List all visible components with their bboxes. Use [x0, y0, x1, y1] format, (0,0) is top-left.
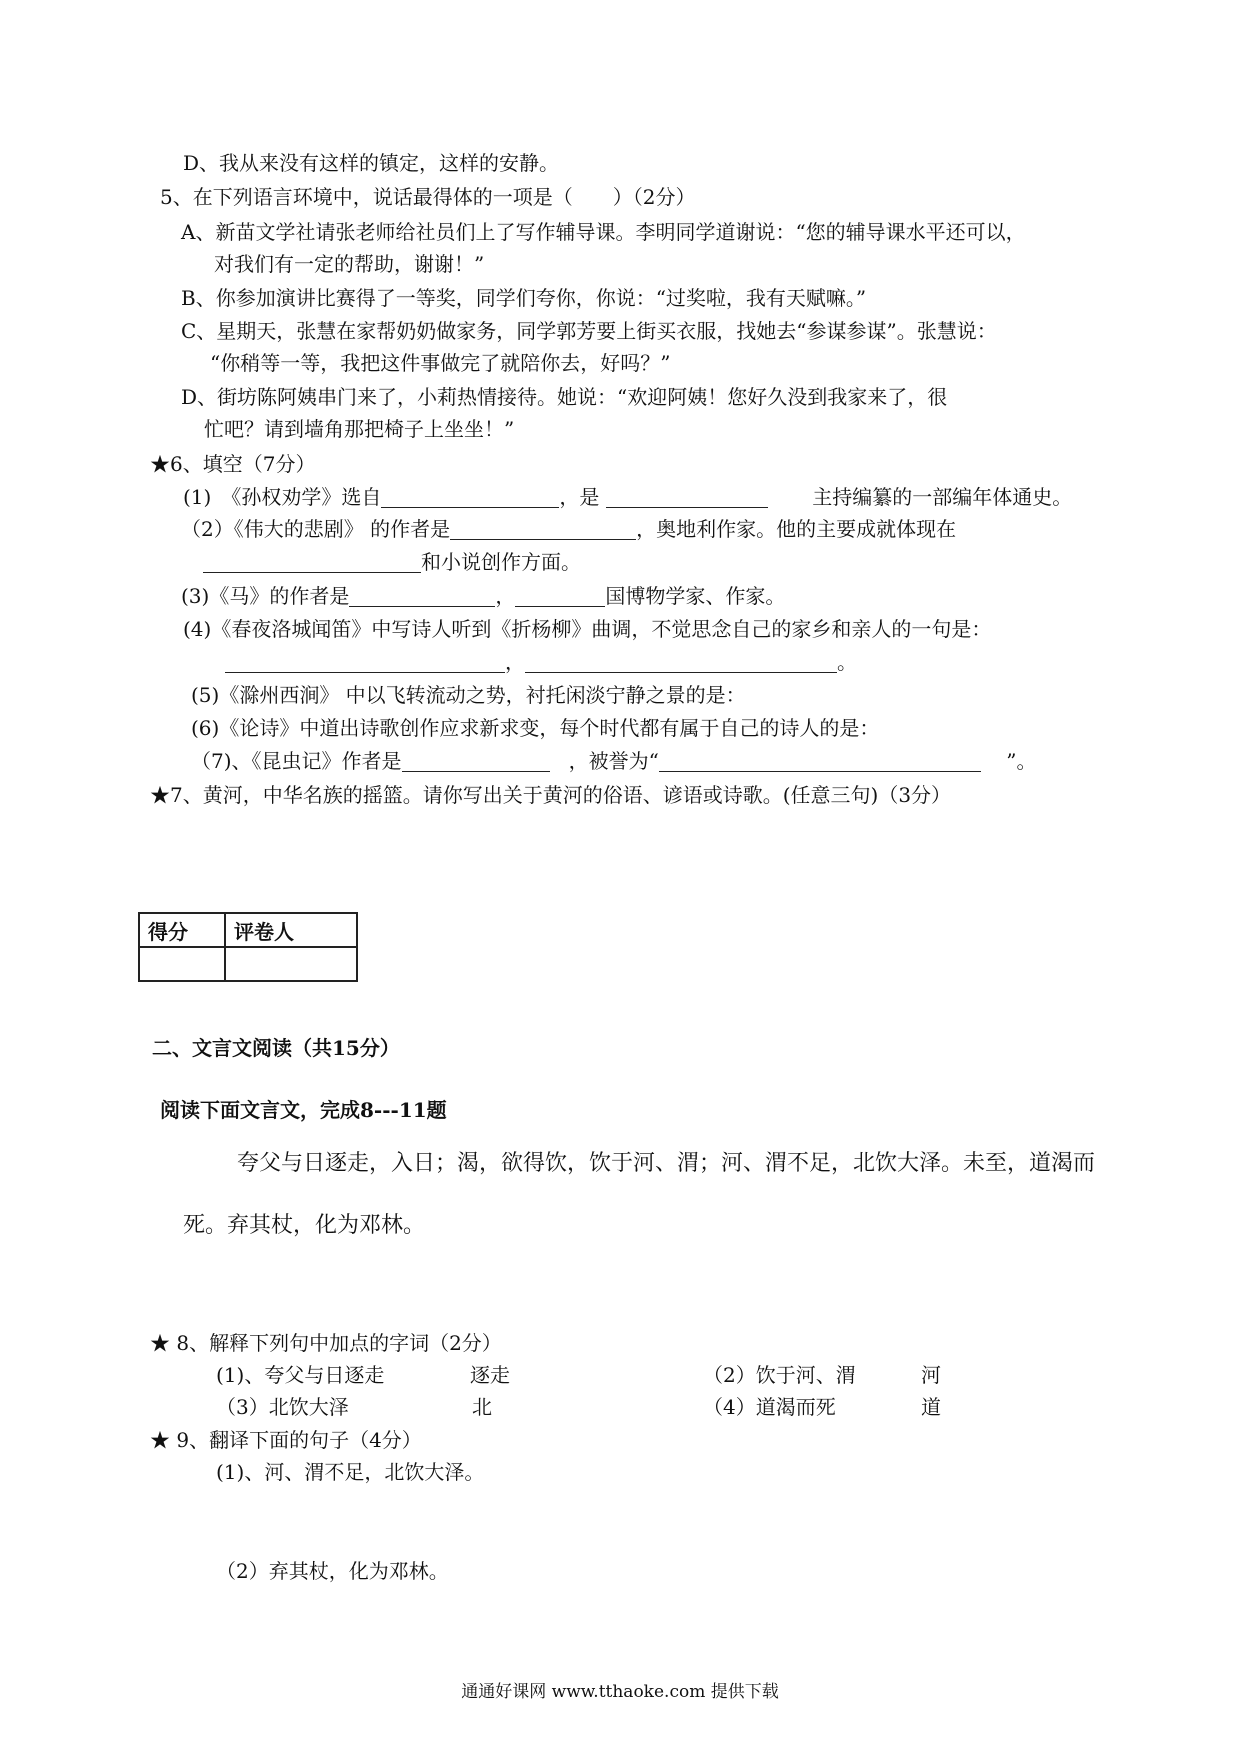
- q6-item2-cont: [203, 548, 581, 576]
- q6-item1-text-b: ，是: [559, 485, 600, 509]
- q6-item2-blank2[interactable]: [203, 552, 421, 573]
- q6-item3-text-c: 国博物学家、作家。: [605, 584, 786, 608]
- q8-item4: （4）道渴而死: [703, 1395, 836, 1419]
- q6-item4-answer: [225, 648, 857, 676]
- q9-item2: （2）弃其杖，化为邓林。: [216, 1559, 449, 1583]
- q7-stem: ★7、黄河，中华名族的摇篮。请你写出关于黄河的俗语、谚语或诗歌。(任意三句)（3分）: [150, 783, 952, 807]
- q6-item1-text-c: 主持编纂的一部编年体通史。: [812, 485, 1073, 509]
- q6-item7-blank2[interactable]: [659, 751, 981, 772]
- q6-stem: ★6、填空（7分）: [150, 452, 316, 476]
- passage-line2: 死。弃其杖，化为邓林。: [183, 1213, 426, 1238]
- q8-item1: (1)、夸父与日逐走: [216, 1363, 385, 1387]
- grader-cell[interactable]: [225, 947, 357, 981]
- q5-option-a-line1: A、新苗文学社请张老师给社员们上了写作辅导课。李明同学道谢说：“您的辅导课水平还可以，: [181, 220, 1026, 244]
- q6-item4-blank1[interactable]: [225, 652, 505, 673]
- section2-title: 二、文言文阅读（共15分）: [152, 1036, 400, 1060]
- q6-item2-text-a: （2）《伟大的悲剧》 的作者是: [181, 517, 451, 541]
- q6-item7-text-c: ”。: [1006, 749, 1037, 773]
- q5-option-d-line2: 忙吧？请到墙角那把椅子上坐坐！”: [204, 417, 515, 441]
- q5-option-d-line1: D、街坊陈阿姨串门来了，小莉热情接待。她说：“欢迎阿姨！您好久没到我家来了，很: [181, 385, 948, 409]
- page-footer: 通通好课网 www.tthaoke.com 提供下载: [461, 1682, 779, 1702]
- score-header: 得分: [139, 913, 225, 947]
- q6-item4-blank2[interactable]: [525, 652, 837, 673]
- q6-item1-blank1[interactable]: [381, 487, 559, 508]
- q8-item3: （3）北饮大泽: [216, 1395, 349, 1419]
- q5-option-a-line2: 对我们有一定的帮助，谢谢！”: [214, 252, 485, 276]
- q9-item1: (1)、河、渭不足，北饮大泽。: [216, 1460, 485, 1484]
- q4-option-d: D、我从来没有这样的镇定，这样的安静。: [183, 151, 560, 175]
- score-cell[interactable]: [139, 947, 225, 981]
- q6-item7-blank1[interactable]: [402, 751, 550, 772]
- q6-item5: (5)《滁州西涧》 中以飞转流动之势，衬托闲淡宁静之景的是：: [191, 683, 746, 707]
- q9-stem: ★ 9、翻译下面的句子（4分）: [150, 1428, 422, 1452]
- score-table: [138, 912, 358, 982]
- q6-item7-text-b: ，被誉为“: [568, 749, 659, 773]
- q6-item4-period: 。: [837, 650, 857, 674]
- q8-word4: 道: [921, 1395, 941, 1419]
- q6-item7: [191, 747, 1037, 775]
- q6-item3-text-b: ，: [495, 584, 516, 608]
- q6-item2-text-c: 和小说创作方面。: [421, 550, 581, 574]
- q6-item4-comma: ，: [505, 650, 525, 674]
- q5-option-b: B、你参加演讲比赛得了一等奖，同学们夸你，你说：“过奖啦，我有天赋嘛。”: [181, 286, 867, 310]
- q6-item7-text-a: （7)、《昆虫记》作者是: [191, 749, 402, 773]
- q6-item4: (4)《春夜洛城闻笛》中写诗人听到《折杨柳》曲调，不觉思念自己的家乡和亲人的一句是：: [183, 617, 992, 641]
- q6-item1: [183, 483, 1072, 511]
- q6-item3-text-a: (3)《马》的作者是: [181, 584, 350, 608]
- q8-word1: 逐走: [470, 1363, 510, 1387]
- passage-line1: 夸父与日逐走，入日；渴，欲得饮，饮于河、渭；河、渭不足，北饮大泽。未至，道渴而: [237, 1151, 1096, 1176]
- q6-item2-blank1[interactable]: [450, 519, 636, 540]
- q6-item3-blank2[interactable]: [515, 586, 605, 607]
- q8-item2: （2）饮于河、渭: [703, 1363, 856, 1387]
- q6-item2-text-b: ，奥地利作家。他的主要成就体现在: [636, 517, 957, 541]
- q6-item3: [181, 582, 785, 610]
- q8-word3: 北: [472, 1395, 492, 1419]
- q5-option-c-line1: C、星期天，张慧在家帮奶奶做家务，同学郭芳要上街买衣服，找她去“参谋参谋”。张慧说：: [181, 319, 997, 343]
- q5-option-c-line2: “你稍等一等，我把这件事做完了就陪你去，好吗？”: [210, 351, 671, 375]
- q6-item3-blank1[interactable]: [349, 586, 495, 607]
- q6-item1-text-a: (1) 《孙权劝学》选自: [183, 485, 382, 509]
- q6-item6: (6)《论诗》中道出诗歌创作应求新求变，每个时代都有属于自己的诗人的是：: [191, 716, 880, 740]
- q8-stem: ★ 8、解释下列句中加点的字词（2分）: [150, 1331, 502, 1355]
- q6-item1-blank2[interactable]: [606, 487, 768, 508]
- q8-word2: 河: [921, 1363, 941, 1387]
- section2-instruction: 阅读下面文言文，完成8---11题: [160, 1098, 447, 1122]
- grader-header: 评卷人: [225, 913, 357, 947]
- q6-item2: [181, 515, 956, 543]
- q5-stem: 5、在下列语言环境中，说话最得体的一项是（ ）（2分）: [160, 185, 696, 209]
